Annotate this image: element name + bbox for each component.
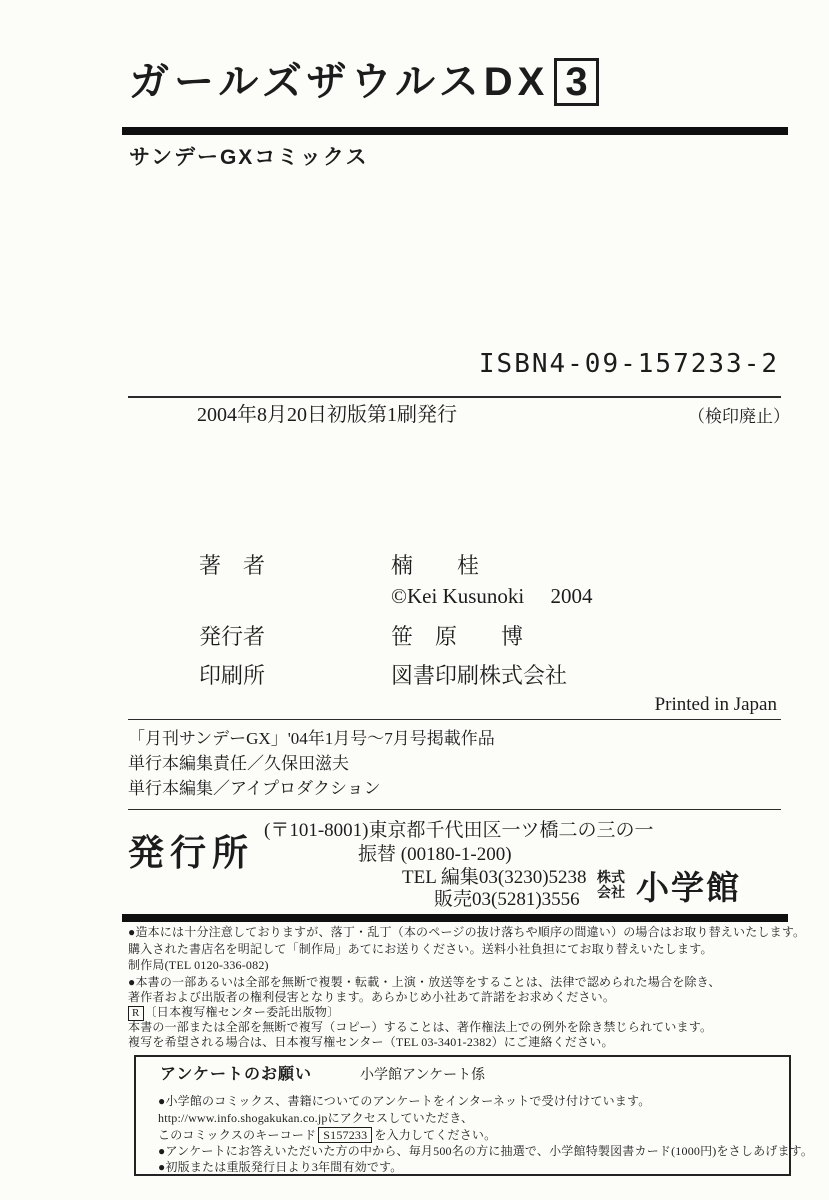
inspection-seal-note: （検印廃止） — [688, 407, 790, 426]
survey-validity-line: ●初版または重版発行日より3年間有効です。 — [158, 1160, 403, 1174]
title-divider-bar — [122, 127, 788, 135]
publisher-label: 発行者 — [199, 624, 266, 649]
photocopy-prohibition-line: 本書の一部または全部を無断で複写（コピー）することは、著作権法上での例外を除き禁じられています。 — [128, 1020, 713, 1034]
editing-line: 単行本編集／アイプロダクション — [128, 779, 381, 798]
corporation-prefix-top: 株式 — [597, 869, 625, 885]
corporation-prefix-bottom: 会社 — [597, 884, 625, 900]
survey-recipient: 小学館アンケート係 — [360, 1068, 486, 1083]
printed-in-japan: Printed in Japan — [654, 694, 777, 715]
magazine-serialization-note: 「月刊サンデーGX」'04年1月号～7月号掲載作品 — [128, 729, 495, 748]
book-title — [129, 58, 599, 106]
volume-number-box: 3 — [554, 58, 598, 106]
printer-label: 印刷所 — [199, 663, 266, 688]
survey-heading: アンケートのお願い — [160, 1066, 313, 1083]
isbn-divider-rule — [128, 396, 781, 398]
tel-sales: 販売03(5281)3556 — [434, 889, 580, 910]
author-label: 著 者 — [199, 553, 266, 578]
survey-keycode-prefix: このコミックスのキーコード — [158, 1128, 317, 1142]
publishing-office-label: 発行所 — [128, 832, 255, 873]
postal-transfer-number: 振替 (00180-1-200) — [358, 844, 512, 865]
book-title-text: ガールズザウルスDX — [129, 60, 550, 104]
survey-keycode-line — [158, 1127, 496, 1143]
editing-chief-line: 単行本編集責任／久保田滋夫 — [128, 754, 349, 773]
survey-url-line: http://www.info.shogakukan.co.jpにアクセスしていただき、 — [158, 1111, 474, 1125]
series-label: サンデーGXコミックス — [129, 146, 369, 169]
survey-internet-line: ●小学館のコミックス、書籍についてのアンケートをインターネットで受け付けています。 — [158, 1094, 651, 1108]
survey-keycode-box: S157233 — [318, 1127, 372, 1143]
survey-prize-line: ●アンケートにお答えいただいた方の中から、毎月500名の方に抽選で、小学館特製図書カード(1000円)をさしあげます。 — [158, 1144, 814, 1158]
tel-editorial: TEL 編集03(3230)5238 — [402, 867, 587, 888]
replacement-notice-line: 購入された書店名を明記して「制作局」あてにお送りください。送料小社負担にてお取り替えいたします。 — [128, 942, 713, 956]
production-bureau-tel: 制作局(TEL 0120-336-082) — [128, 958, 269, 972]
office-divider-bar — [122, 914, 788, 922]
reproduction-rights-line — [128, 1006, 339, 1021]
isbn-number: ISBN4-09-157233-2 — [478, 349, 779, 379]
edition-date: 2004年8月20日初版第1刷発行 — [197, 404, 457, 426]
corporation-prefix — [597, 870, 625, 900]
credits-divider-rule — [128, 719, 781, 720]
rights-center-note: 〔日本複写権センター委託出版物〕 — [144, 1005, 340, 1019]
publisher-address: (〒101-8001)東京都千代田区一ツ橋二の三の一 — [264, 820, 654, 841]
copyright-notice-line2: 著作者および出版者の権利侵害となります。あらかじめ小社あて許諾をお求めください。 — [128, 990, 616, 1004]
serialization-divider-rule — [128, 809, 781, 810]
publisher-company-name: 小学館 — [636, 869, 741, 906]
binding-notice-line: ●造本には十分注意しておりますが、落丁・乱丁（本のページの抜け落ちや順序の間違い）の場合はお取り替えいたします。 — [128, 925, 806, 939]
printer-name: 図書印刷株式会社 — [391, 663, 568, 688]
author-name: 楠 桂 — [391, 553, 480, 578]
publisher-name: 笹 原 博 — [391, 624, 524, 649]
survey-keycode-suffix: を入力してください。 — [374, 1128, 497, 1142]
copyright-line: ©Kei Kusunoki 2004 — [391, 584, 593, 608]
registered-rights-mark-icon: R — [128, 1006, 144, 1021]
survey-request-box — [134, 1055, 814, 1176]
photocopy-contact-line: 複写を希望される場合は、日本複写権センター（TEL 03-3401-2382）にご連絡ください。 — [128, 1035, 614, 1049]
copyright-notice-line1: ●本書の一部あるいは全部を無断で複製・転載・上演・放送等をすることは、法律で認められた場合を除き、 — [128, 975, 721, 989]
